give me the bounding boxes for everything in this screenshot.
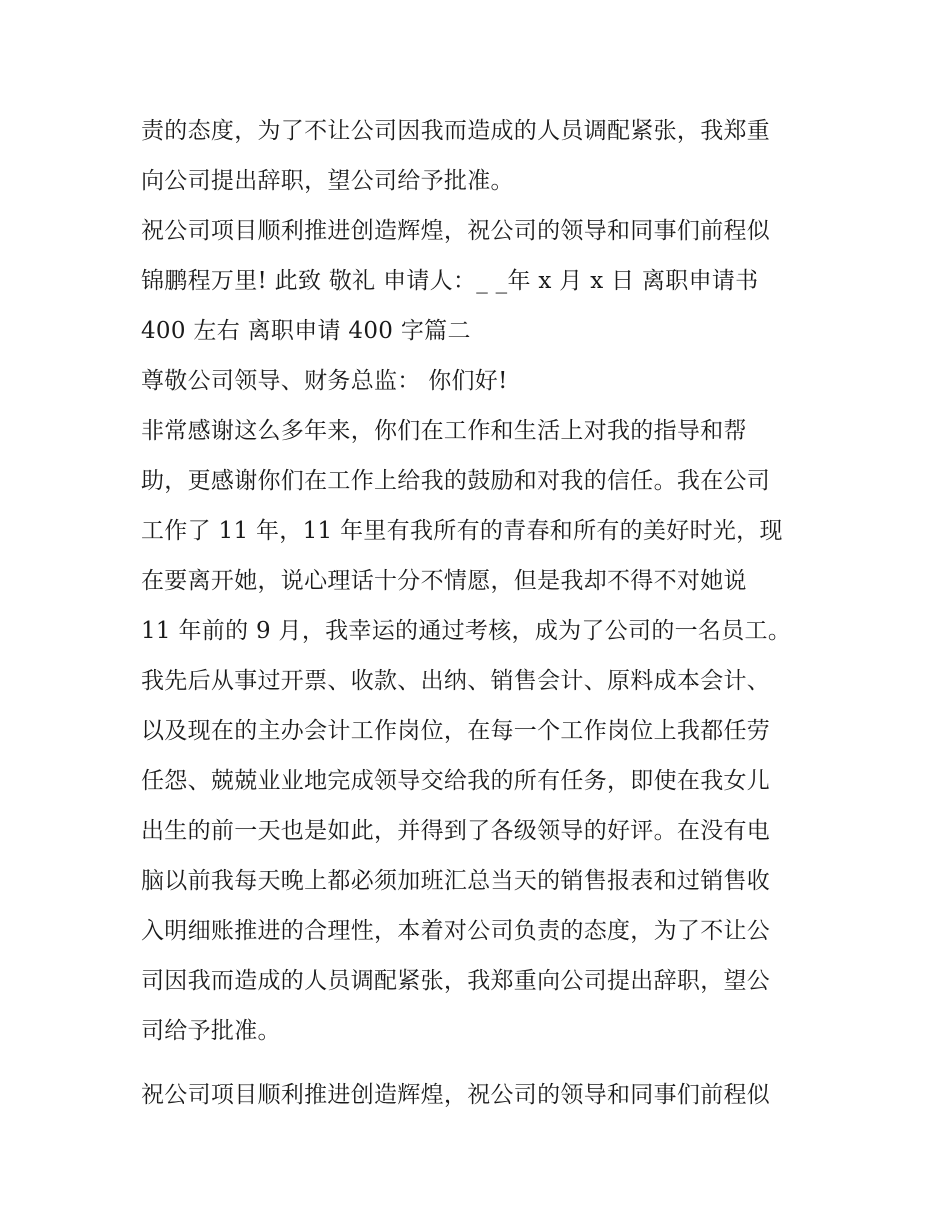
text-line: 我先后从事过开票、收款、出纳、销售会计、原料成本会计、 [141,668,771,694]
text-line: 祝公司项目顺利推进创造辉煌，祝公司的领导和同事们前程似 [141,1082,771,1108]
text-line: 任怨、兢兢业业地完成领导交给我的所有任务，即使在我女儿 [141,768,771,794]
letter-body [141,106,821,1120]
text-line: 司给予批准。 [141,1018,281,1044]
text-line: 工作了 11 年，11 年里有我所有的青春和所有的美好时光，现 [141,518,783,544]
text-line: 11 年前的 9 月，我幸运的通过考核，成为了公司的一名员工。 [141,618,792,644]
text-line: 以及现在的主办会计工作岗位，在每一个工作岗位上我都任劳 [141,718,771,744]
paragraph-gap [141,1056,821,1070]
text-line: 责的态度，为了不让公司因我而造成的人员调配紧张，我郑重 [141,118,771,144]
text-line: 在要离开她，说心理话十分不情愿，但是我却不得不对她说 [141,568,747,594]
text-line: 400 左右 离职申请 400 字篇二 [141,318,471,344]
text-line: 祝公司项目顺利推进创造辉煌，祝公司的领导和同事们前程似 [141,218,771,244]
text-line: 锦鹏程万里! 此致 敬礼 申请人：_ _年 x 月 x 日 离职申请书 [141,268,759,294]
text-line: 助，更感谢你们在工作上给我的鼓励和对我的信任。我在公司 [141,468,771,494]
text-line: 向公司提出辞职，望公司给予批准。 [141,168,514,194]
text-line: 入明细账推进的合理性，本着对公司负责的态度，为了不让公 [141,918,771,944]
text-line: 非常感谢这么多年来，你们在工作和生活上对我的指导和帮 [141,418,747,444]
text-line: 司因我而造成的人员调配紧张，我郑重向公司提出辞职，望公 [141,968,771,994]
text-line: 出生的前一天也是如此，并得到了各级领导的好评。在没有电 [141,818,771,844]
text-line: 脑以前我每天晚上都必须加班汇总当天的销售报表和过销售收 [141,868,771,894]
text-line: 尊敬公司领导、财务总监： 你们好! [141,368,508,394]
